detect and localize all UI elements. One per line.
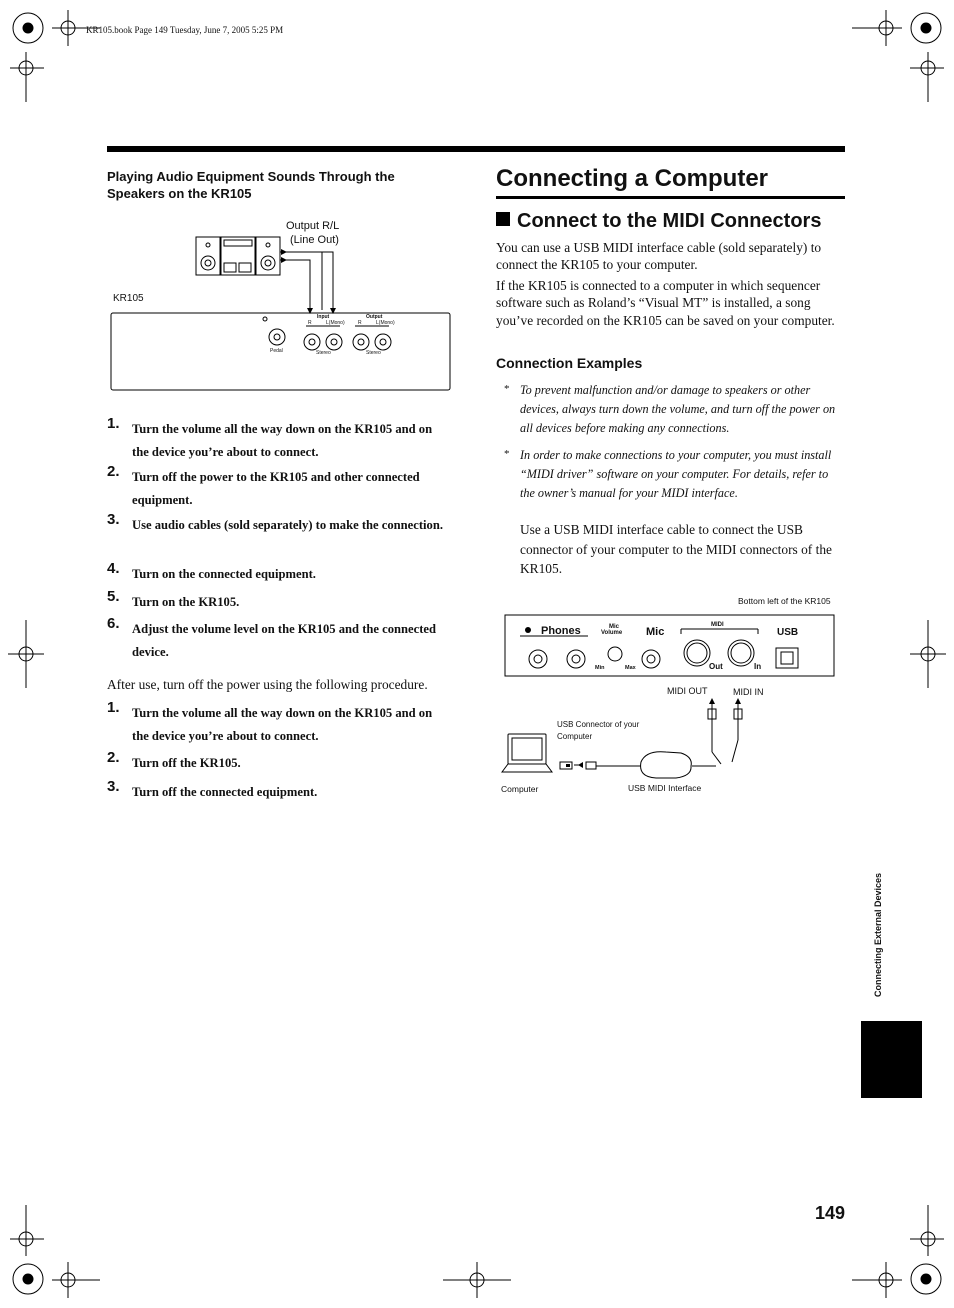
step-number: 2.: [107, 749, 120, 766]
fig1-output-label: Output R/L: [286, 220, 340, 232]
step-number: 1.: [107, 415, 120, 432]
left-subheading: Playing Audio Equipment Sounds Through the Speakers on the KR105: [107, 169, 395, 201]
fig2-mic-volume-label-1: Mic: [609, 624, 620, 630]
section-heading-text: Connect to the MIDI Connectors: [517, 210, 822, 232]
top-rule: [107, 146, 845, 152]
side-tab-text: Connecting External Devices: [873, 872, 883, 998]
fig1-lmono-label-1: L(Mono): [326, 320, 345, 326]
fig2-usb-connector-label: USB Connector of your Computer: [557, 720, 640, 741]
page-number: 149: [814, 1203, 845, 1223]
book-info-header: KR105.book Page 149 Tuesday, June 7, 2005 5:25 PM: [86, 25, 284, 35]
step-number: 4.: [107, 560, 120, 577]
side-tab-block: [861, 1021, 922, 1098]
fig1-r-label-2: R: [358, 320, 362, 326]
note-1: To prevent malfunction and/or damage to speakers or other devices, always turn down the volume, and turn off the power on all devices before making any connections.: [520, 383, 836, 435]
paragraph-3: Use a USB MIDI interface cable to connect the USB connector of your computer to the MIDI connectors of the KR105.: [520, 522, 832, 576]
fig2-max-label: Max: [625, 665, 636, 671]
fig2-in-label: In: [754, 662, 762, 671]
step-number: 3.: [107, 511, 120, 528]
fig2-phones-label: Phones: [541, 625, 581, 637]
note-1-marker: *: [504, 383, 510, 395]
fig1-pedal-label: Pedal: [270, 348, 283, 354]
fig2-midi-in-label: MIDI IN: [733, 687, 764, 697]
fig2-caption: Bottom left of the KR105: [738, 596, 831, 606]
step-text: Turn the volume all the way down on the KR105 and on the device you’re about to connect.: [132, 706, 433, 743]
step-text: Turn on the connected equipment.: [132, 567, 316, 581]
fig1-stereo-label-1: Stereo: [316, 350, 331, 356]
fig2-mic-label: Mic: [646, 626, 665, 638]
fig1-lmono-label-2: L(Mono): [376, 320, 395, 326]
fig1-lineout-label: (Line Out): [290, 234, 339, 246]
note-2: In order to make connections to your computer, you must install “MIDI driver” software on your computer. For details, refer to the owner’s manual for your MIDI interface.: [520, 448, 832, 500]
step-number: 1.: [107, 699, 120, 716]
step-text: Turn off the KR105.: [132, 756, 241, 770]
step-number: 5.: [107, 588, 120, 605]
fig1-output-panel-label: Output: [366, 314, 383, 320]
midi-connection-diagram: [496, 612, 841, 797]
fig2-midi-label: MIDI: [711, 622, 724, 628]
step-text: Turn on the KR105.: [132, 595, 240, 609]
paragraph-1: You can use a USB MIDI interface cable (sold separately) to connect the KR105 to your computer.: [496, 240, 822, 273]
fig1-input-label: Input: [317, 314, 330, 320]
note-2-marker: *: [504, 448, 510, 460]
fig1-stereo-label-2: Stereo: [366, 350, 381, 356]
paragraph-2: If the KR105 is connected to a computer in which sequencer software such as Roland’s “Visual MT” is installed, a song you’ve recorded on the KR105 can be saved on your computer.: [496, 278, 835, 328]
fig2-usb-label: USB: [777, 627, 799, 638]
square-bullet-icon: [496, 212, 510, 226]
fig2-out-label: Out: [709, 662, 723, 671]
fig1-device-label: KR105: [113, 293, 144, 304]
fig2-computer-label: Computer: [501, 784, 539, 794]
fig2-min-label: Min: [595, 665, 605, 671]
step-text: Use audio cables (sold separately) to make the connection.: [132, 518, 443, 532]
step-number: 2.: [107, 463, 120, 480]
fig2-mic-volume-label-2: Volume: [601, 630, 623, 636]
section-heading: [496, 208, 856, 234]
step-text: Turn off the connected equipment.: [132, 785, 318, 799]
after-use-text: After use, turn off the power using the following procedure.: [107, 677, 428, 692]
step-number: 3.: [107, 778, 120, 795]
fig2-midi-out-label: MIDI OUT: [667, 686, 708, 696]
step-text: Turn off the power to the KR105 and other connected equipment.: [132, 470, 420, 507]
fig2-interface-label: USB MIDI Interface: [628, 783, 702, 793]
step-text: Adjust the volume level on the KR105 and the connected device.: [132, 622, 436, 659]
step-number: 6.: [107, 615, 120, 632]
audio-connection-diagram: [105, 230, 455, 395]
page-title: Connecting a Computer: [496, 164, 845, 199]
fig1-r-label-1: R: [308, 320, 312, 326]
step-text: Turn the volume all the way down on the KR105 and on the device you’re about to connect.: [132, 422, 433, 459]
connection-examples-heading: Connection Examples: [496, 355, 643, 371]
